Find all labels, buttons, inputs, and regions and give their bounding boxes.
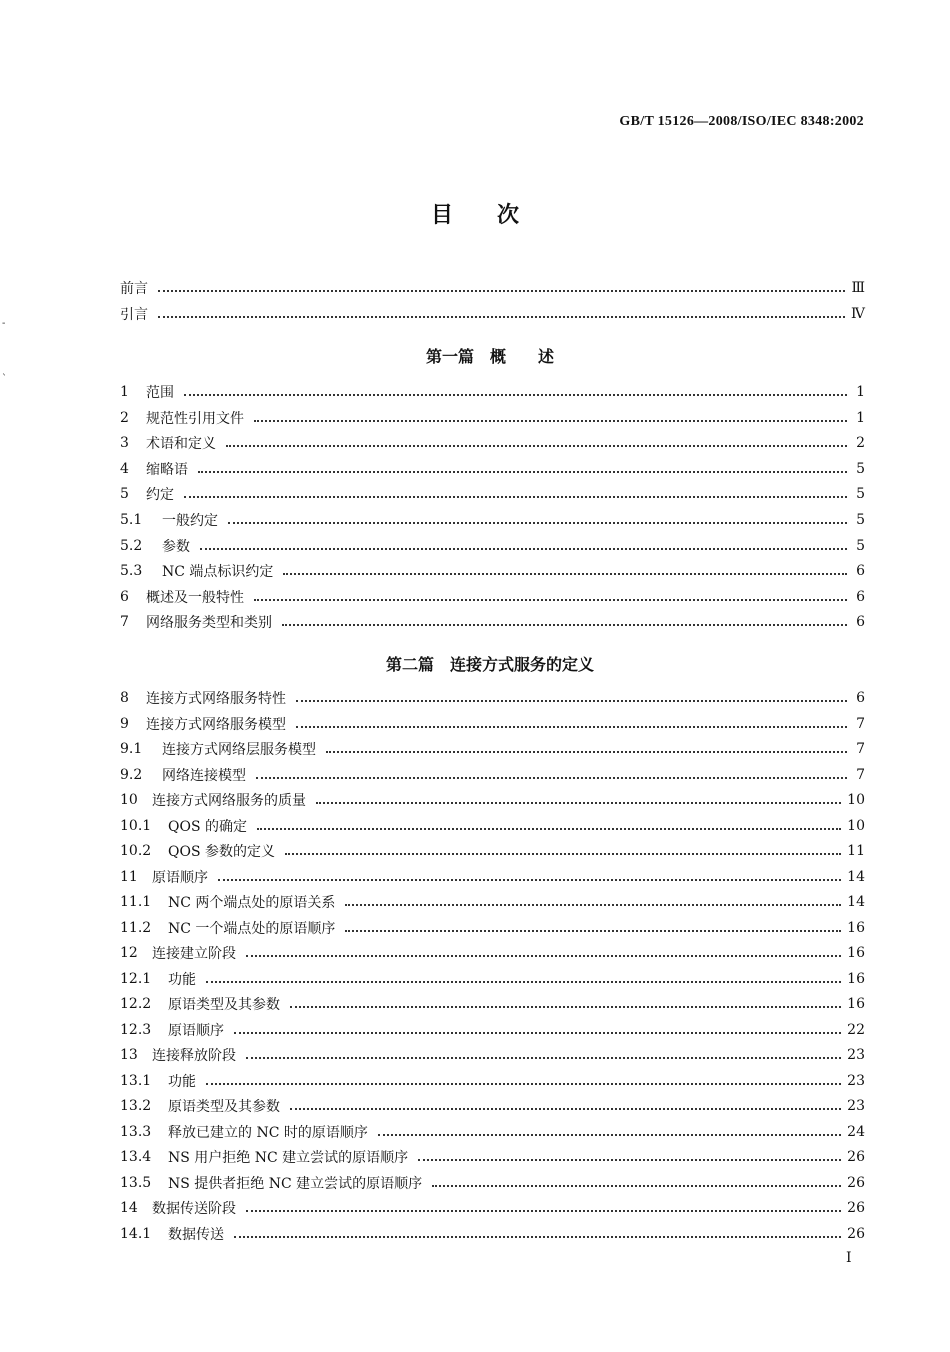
- toc-number: 12.2: [120, 996, 152, 1012]
- toc-page: 2: [856, 435, 865, 452]
- toc-entry[interactable]: [120, 865, 865, 889]
- toc-entry-introduction[interactable]: [120, 302, 865, 326]
- toc-entry[interactable]: [120, 1069, 865, 1093]
- leader-dots: [316, 802, 841, 804]
- toc-page: 5: [856, 537, 865, 554]
- toc-page: 23: [847, 1072, 865, 1089]
- toc-label: 原语顺序: [152, 869, 208, 886]
- toc-number: 2: [120, 409, 129, 426]
- leader-dots: [246, 1210, 841, 1212]
- toc-entry[interactable]: [120, 737, 865, 761]
- margin-mark: -: [2, 318, 6, 329]
- toc-label: 连接方式网络服务的质量: [152, 793, 306, 809]
- toc-page: 6: [856, 588, 865, 605]
- toc-number: 13.3: [120, 1123, 152, 1140]
- toc-page: 7: [856, 766, 865, 783]
- toc-entry[interactable]: [120, 431, 865, 455]
- leader-dots: [345, 930, 841, 932]
- toc-page: 16: [847, 945, 865, 961]
- leader-dots: [254, 420, 847, 422]
- toc-entry[interactable]: [120, 1094, 865, 1118]
- toc-entry[interactable]: [120, 534, 865, 558]
- toc-entry[interactable]: [120, 1043, 865, 1067]
- leader-dots: [228, 522, 847, 524]
- toc-number: 5.2: [120, 537, 143, 554]
- leader-dots: [158, 316, 845, 318]
- leader-dots: [296, 726, 847, 728]
- leader-dots: [234, 1032, 841, 1034]
- toc-label: 连接建立阶段: [152, 946, 236, 962]
- toc-label: 连接方式网络服务特性: [146, 691, 286, 707]
- toc-label: 前言: [120, 281, 148, 297]
- leader-dots: [282, 624, 847, 626]
- leader-dots: [418, 1159, 841, 1161]
- toc-label: 约定: [146, 487, 174, 504]
- toc-entry[interactable]: [120, 788, 865, 812]
- toc-page: 14: [847, 894, 865, 910]
- toc-label: 概述及一般特性: [146, 589, 244, 606]
- toc-page: 6: [856, 690, 865, 706]
- toc-number: 5.1: [120, 512, 143, 528]
- toc-page: 6: [856, 614, 865, 631]
- toc-number: 9.2: [120, 766, 143, 783]
- toc-entry[interactable]: [120, 406, 865, 430]
- toc-page: 5: [856, 512, 865, 528]
- toc-number: 14: [120, 1200, 138, 1216]
- toc-number: 14.1: [120, 1225, 152, 1242]
- toc-page: 1: [856, 384, 865, 400]
- leader-dots: [296, 700, 847, 702]
- leader-dots: [218, 879, 841, 881]
- leader-dots: [257, 828, 841, 830]
- toc-label: 一般约定: [162, 513, 218, 529]
- leader-dots: [158, 290, 845, 292]
- toc-label: 范围: [146, 385, 174, 401]
- leader-dots: [246, 955, 841, 957]
- leader-dots: [326, 751, 847, 753]
- toc-page: 14: [847, 868, 865, 885]
- toc-page: 26: [847, 1225, 865, 1242]
- toc-entry[interactable]: [120, 1120, 865, 1144]
- toc-entry[interactable]: [120, 890, 865, 914]
- leader-dots: [206, 1083, 841, 1085]
- toc-label: 网络服务类型和类别: [146, 615, 272, 632]
- toc-page: 26: [847, 1149, 865, 1165]
- toc-entry[interactable]: [120, 585, 865, 609]
- toc-page: 6: [856, 563, 865, 580]
- toc-entry[interactable]: [120, 482, 865, 506]
- toc-page: 23: [847, 1047, 865, 1063]
- leader-dots: [206, 981, 841, 983]
- toc-number: 8: [120, 690, 129, 706]
- toc-page: 7: [856, 715, 865, 732]
- toc-page: 16: [847, 996, 865, 1012]
- toc-entry[interactable]: [120, 763, 865, 787]
- toc-number: 12.1: [120, 970, 152, 987]
- toc-label: 连接方式网络服务模型: [146, 716, 286, 733]
- toc-entry[interactable]: [120, 559, 865, 583]
- toc-entry[interactable]: [120, 508, 865, 532]
- toc-number: 13.5: [120, 1174, 152, 1191]
- toc-entry[interactable]: [120, 1171, 865, 1195]
- toc-entry-foreword[interactable]: [120, 276, 865, 300]
- toc-entry[interactable]: [120, 992, 865, 1016]
- toc-label: NS 提供者拒绝 NC 建立尝试的原语顺序: [168, 1175, 423, 1192]
- toc-page: 7: [856, 741, 865, 757]
- leader-dots: [234, 1236, 841, 1238]
- toc-number: 5.3: [120, 563, 143, 580]
- leader-dots: [198, 471, 847, 473]
- toc-number: 12.3: [120, 1021, 152, 1038]
- toc-entry[interactable]: [120, 380, 865, 404]
- toc-number: 10.2: [120, 843, 152, 859]
- part-heading-1: 第一篇 概 述: [425, 347, 554, 366]
- toc-label: 缩略语: [146, 461, 188, 478]
- toc-page: 1: [856, 409, 865, 426]
- toc-number: 10.1: [120, 817, 152, 834]
- toc-label: 数据传送阶段: [152, 1201, 236, 1217]
- toc-number: 10: [120, 792, 138, 808]
- toc-number: 11.2: [120, 919, 152, 936]
- toc-label: 引言: [120, 307, 148, 323]
- toc-label: 功能: [168, 971, 196, 988]
- page-header: GB/T 15126—2008/ISO/IEC 8348:2002: [619, 114, 864, 129]
- toc-label: 规范性引用文件: [146, 410, 244, 427]
- toc-label: 原语类型及其参数: [168, 997, 280, 1013]
- toc-number: 9: [120, 715, 129, 732]
- toc-entry[interactable]: [120, 839, 865, 863]
- toc-entry[interactable]: [120, 1196, 865, 1220]
- toc-page: 23: [847, 1098, 865, 1114]
- toc-label: 原语顺序: [168, 1022, 224, 1039]
- toc-entry[interactable]: [120, 1145, 865, 1169]
- toc-entry[interactable]: [120, 1018, 865, 1042]
- toc-number: 13.1: [120, 1072, 152, 1089]
- toc-page: 5: [856, 486, 865, 503]
- toc-label: 释放已建立的 NC 时的原语顺序: [168, 1124, 368, 1141]
- margin-mark: `: [2, 374, 7, 385]
- toc-number: 1: [120, 384, 129, 400]
- toc-number: 12: [120, 945, 138, 961]
- toc-page: 16: [847, 919, 865, 936]
- toc-number: 11.1: [120, 894, 152, 910]
- toc-page: 5: [856, 460, 865, 477]
- toc-number: 5: [120, 486, 129, 503]
- leader-dots: [254, 599, 847, 601]
- leader-dots: [246, 1057, 841, 1059]
- toc-page: 16: [847, 970, 865, 987]
- leader-dots: [256, 777, 847, 779]
- toc-label: QOS 参数的定义: [168, 844, 275, 860]
- toc-number: 3: [120, 435, 129, 452]
- leader-dots: [285, 853, 841, 855]
- toc-page: 10: [847, 817, 865, 834]
- toc-page: 22: [847, 1021, 865, 1038]
- toc-label: 术语和定义: [146, 436, 216, 453]
- toc-number: 6: [120, 588, 129, 605]
- leader-dots: [345, 904, 841, 906]
- toc-page: 10: [847, 792, 865, 808]
- toc-entry[interactable]: [120, 941, 865, 965]
- toc-number: 13.4: [120, 1149, 152, 1165]
- toc-entry[interactable]: [120, 916, 865, 940]
- toc-label: 原语类型及其参数: [168, 1099, 280, 1115]
- toc-page: 26: [847, 1174, 865, 1191]
- leader-dots: [184, 394, 847, 396]
- toc-label: 连接释放阶段: [152, 1048, 236, 1064]
- leader-dots: [290, 1108, 841, 1110]
- toc-label: NC 端点标识约定: [162, 564, 274, 581]
- toc-entry[interactable]: [120, 1222, 865, 1246]
- toc-label: 连接方式网络层服务模型: [162, 742, 316, 758]
- toc-page: Ⅳ: [851, 306, 865, 322]
- leader-dots: [283, 573, 847, 575]
- page-title: 目 次: [430, 202, 519, 228]
- toc-label: QOS 的确定: [168, 818, 247, 835]
- toc-number: 9.1: [120, 741, 143, 757]
- toc-number: 13.2: [120, 1098, 152, 1114]
- leader-dots: [378, 1134, 841, 1136]
- leader-dots: [226, 445, 847, 447]
- toc-entry[interactable]: [120, 712, 865, 736]
- leader-dots: [290, 1006, 841, 1008]
- toc-page: 26: [847, 1200, 865, 1216]
- toc-page: 11: [847, 843, 865, 859]
- toc-label: NS 用户拒绝 NC 建立尝试的原语顺序: [168, 1150, 409, 1166]
- toc-entry[interactable]: [120, 967, 865, 991]
- toc-label: 功能: [168, 1073, 196, 1090]
- toc-number: 7: [120, 614, 129, 631]
- toc-number: 4: [120, 460, 129, 477]
- toc-entry[interactable]: [120, 610, 865, 634]
- toc-label: 参数: [162, 538, 190, 555]
- toc-entry[interactable]: [120, 686, 865, 710]
- part-heading-2: 第二篇 连接方式服务的定义: [385, 655, 594, 674]
- toc-entry[interactable]: [120, 457, 865, 481]
- leader-dots: [432, 1185, 841, 1187]
- toc-number: 11: [120, 868, 138, 885]
- toc-number: 13: [120, 1047, 138, 1063]
- toc-page: 24: [847, 1123, 865, 1140]
- page-number: I: [846, 1250, 852, 1266]
- leader-dots: [200, 548, 847, 550]
- toc-entry[interactable]: [120, 814, 865, 838]
- toc-page: Ⅲ: [851, 280, 865, 296]
- leader-dots: [184, 496, 847, 498]
- toc-label: NC 一个端点处的原语顺序: [168, 920, 336, 937]
- toc-label: 网络连接模型: [162, 767, 246, 784]
- toc-label: 数据传送: [168, 1226, 224, 1243]
- toc-label: NC 两个端点处的原语关系: [168, 895, 336, 911]
